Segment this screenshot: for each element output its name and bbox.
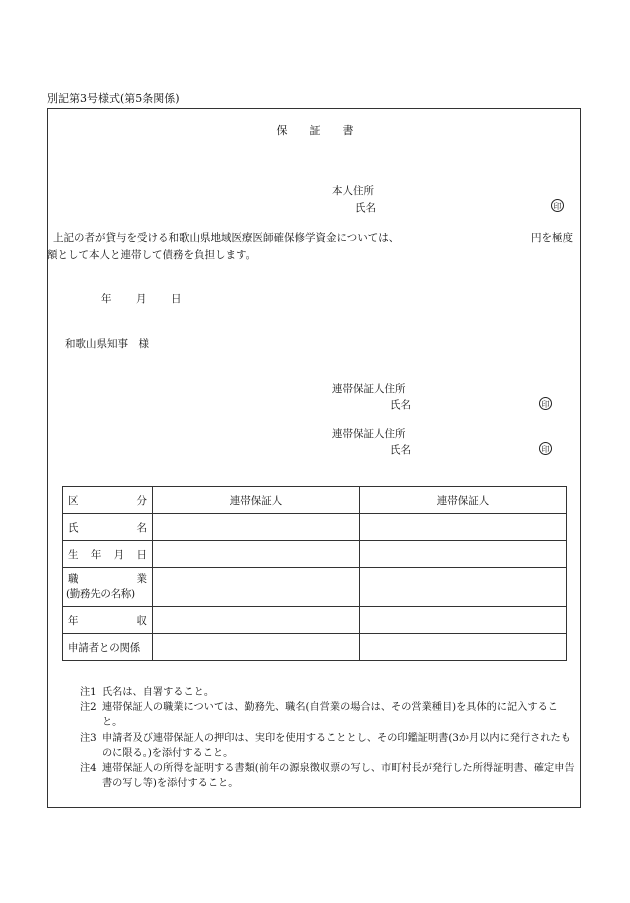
occupation-sub-label: (勤務先の名称) xyxy=(66,588,135,600)
document-title xyxy=(0,122,630,138)
guarantor1-relation-cell[interactable] xyxy=(153,634,360,661)
header-category-cell: 区 分 xyxy=(63,487,153,514)
row-label-income: 年 収 xyxy=(63,607,153,634)
guarantor1-income-cell[interactable] xyxy=(153,607,360,634)
table-row-income xyxy=(63,607,567,634)
date-day-label: 日 xyxy=(171,293,182,305)
note-item: 注2 連帯保証人の職業については、勤務先、職名(自営業の場合は、その営業種目)を具体的に記入すること。 xyxy=(80,702,558,729)
header-guarantor1-cell: 連帯保証人 xyxy=(153,487,360,514)
guarantor2-occupation-cell[interactable] xyxy=(360,568,567,607)
seal-mark-icon: 印 xyxy=(539,442,552,455)
guarantor1-name-cell[interactable] xyxy=(153,514,360,541)
guarantor1-occupation-cell[interactable] xyxy=(153,568,360,607)
statement-line1: 上記の者が貸与を受ける和歌山県地域医療医師確保修学資金については、 xyxy=(53,232,400,244)
guarantor-info-table xyxy=(62,486,567,661)
table-row-occupation xyxy=(63,568,567,607)
note-item: 注4 連帯保証人の所得を証明する書類(前年の源泉徴収票の写し、市町村長が発行した所得証明書、確定申告書の写し等)を添付すること。 xyxy=(80,763,575,790)
row-label-birthdate: 生 年 月 日 xyxy=(63,541,153,568)
row-label-relation: 申請者との関係 xyxy=(63,634,153,661)
note-item: 注3 申請者及び連帯保証人の押印は、実印を使用することとし、その印鑑証明書(3か月以内に発行されたものに限る。)を添付すること。 xyxy=(80,732,571,759)
row-label-name: 氏 名 xyxy=(63,514,153,541)
applicant-address-label: 本人住所 xyxy=(332,185,374,197)
guarantor2-relation-cell[interactable] xyxy=(360,634,567,661)
table-row-birthdate xyxy=(63,541,567,568)
row-label-occupation: 職 業 (勤務先の名称) xyxy=(63,568,153,607)
guarantor1-address-label: 連帯保証人住所 xyxy=(332,383,406,395)
guarantor2-name-cell[interactable] xyxy=(360,514,567,541)
date-year-label: 年 xyxy=(101,293,112,305)
date-month-label: 月 xyxy=(136,293,147,305)
form-number-label: 別記第3号様式(第5条関係) xyxy=(47,92,180,105)
table-header-row xyxy=(63,487,567,514)
guarantor2-income-cell[interactable] xyxy=(360,607,567,634)
addressee: 和歌山県知事 様 xyxy=(65,338,149,350)
guarantor1-birthdate-cell[interactable] xyxy=(153,541,360,568)
note-item: 注1 氏名は、自署すること。 xyxy=(80,687,215,698)
guarantor2-address-label: 連帯保証人住所 xyxy=(332,428,406,440)
title-char: 書 xyxy=(342,124,354,137)
seal-mark-icon: 印 xyxy=(551,199,564,212)
title-char: 証 xyxy=(309,124,321,137)
title-char: 保 xyxy=(276,124,288,137)
statement-line1-end: 円を極度 xyxy=(531,232,573,244)
table-row-relation xyxy=(63,634,567,661)
guarantor2-birthdate-cell[interactable] xyxy=(360,541,567,568)
applicant-name-label: 氏名 xyxy=(355,202,376,214)
guarantee-statement xyxy=(47,230,577,264)
notes-section xyxy=(80,685,578,791)
guarantor1-name-label: 氏名 xyxy=(390,399,411,411)
guarantor2-name-label: 氏名 xyxy=(390,444,411,456)
seal-mark-icon: 印 xyxy=(539,397,552,410)
header-guarantor2-cell: 連帯保証人 xyxy=(360,487,567,514)
statement-line2: 額として本人と連帯して債務を負担します。 xyxy=(47,249,257,261)
table-row-name xyxy=(63,514,567,541)
